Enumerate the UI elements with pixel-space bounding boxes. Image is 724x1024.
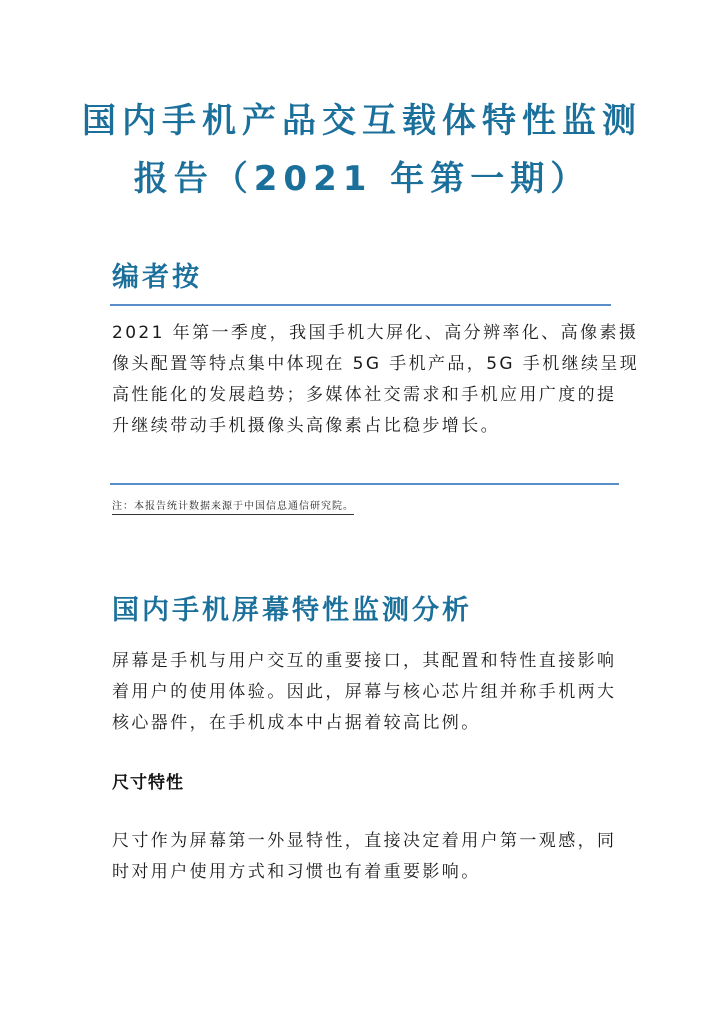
size-characteristics-line: 时对用户使用方式和习惯也有着重要影响。: [112, 862, 481, 882]
report-title-line-2: 报告（2021 年第一期）: [133, 159, 591, 199]
editor-note-bottom-divider: [110, 483, 619, 485]
screen-analysis-line: 着用户的使用体验。因此，屏幕与核心芯片组并称手机两大: [112, 682, 617, 702]
editor-note-line: 像头配置等特点集中体现在 5G 手机产品，5G 手机继续呈现: [112, 354, 640, 374]
screen-analysis-paragraph: [112, 646, 617, 739]
screen-analysis-heading: 国内手机屏幕特性监测分析: [112, 595, 472, 626]
size-characteristics-line: 尺寸作为屏幕第一外显特性，直接决定着用户第一观感，同: [112, 831, 617, 851]
editor-note-paragraph: [112, 318, 640, 442]
editor-note-line: 高性能化的发展趋势；多媒体社交需求和手机应用广度的提: [112, 385, 617, 405]
size-characteristics-paragraph: [112, 826, 617, 888]
editor-note-line: 升继续带动手机摄像头高像素占比稳步增长。: [112, 416, 500, 436]
editor-note-heading: 编者按: [112, 262, 202, 293]
report-title-line-1: 国内手机产品交互载体特性监测: [82, 101, 642, 141]
size-characteristics-subheading: 尺寸特性: [112, 773, 184, 793]
data-source-footnote: 注：本报告统计数据来源于中国信息通信研究院。: [112, 500, 354, 515]
editor-note-top-divider: [110, 304, 611, 306]
screen-analysis-line: 核心器件，在手机成本中占据着较高比例。: [112, 713, 481, 733]
editor-note-line: 2021 年第一季度，我国手机大屏化、高分辨率化、高像素摄: [112, 323, 639, 343]
screen-analysis-line: 屏幕是手机与用户交互的重要接口，其配置和特性直接影响: [112, 651, 617, 671]
